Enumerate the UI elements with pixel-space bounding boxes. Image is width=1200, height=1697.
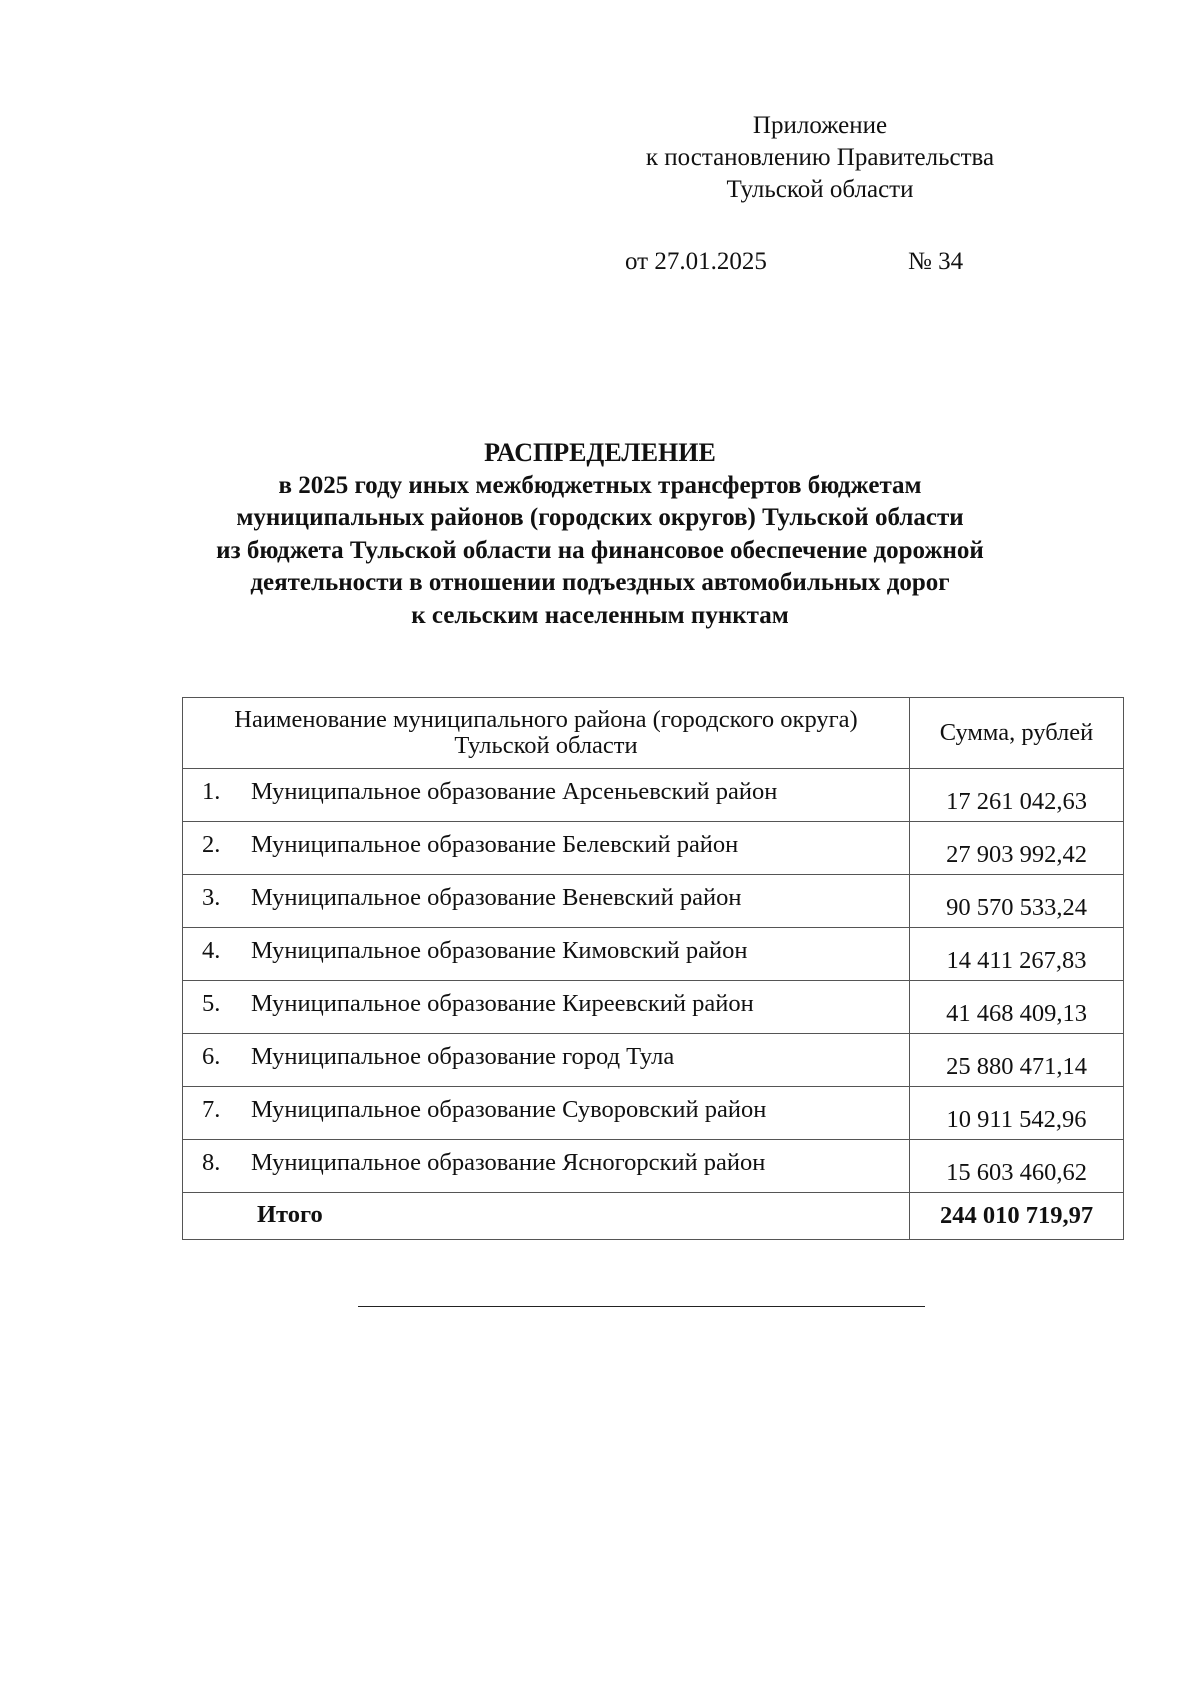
row-number: 8. xyxy=(202,1149,221,1176)
table-row xyxy=(183,1140,1124,1193)
row-amount: 27 903 992,42 xyxy=(910,822,1124,875)
distribution-table xyxy=(182,697,1124,1240)
table-row xyxy=(183,875,1124,928)
footer-divider xyxy=(358,1306,925,1307)
row-amount: 15 603 460,62 xyxy=(910,1140,1124,1193)
total-amount: 244 010 719,97 xyxy=(910,1193,1124,1240)
row-name: Муниципальное образование Арсеньевский район xyxy=(251,778,778,805)
table-row xyxy=(183,1034,1124,1087)
row-amount: 25 880 471,14 xyxy=(910,1034,1124,1087)
row-number: 4. xyxy=(202,937,221,964)
order-date: от 27.01.2025 xyxy=(625,248,767,275)
row-name: Муниципальное образование Белевский район xyxy=(251,831,739,858)
row-name: Муниципальное образование Ясногорский район xyxy=(251,1149,766,1176)
row-name: Муниципальное образование Киреевский район xyxy=(251,990,754,1017)
row-name-cell xyxy=(183,822,910,875)
title-line: муниципальных районов (городских округов) Тульской области xyxy=(236,504,964,531)
table-row xyxy=(183,769,1124,822)
appendix-line: Тульской области xyxy=(726,176,914,203)
row-number: 3. xyxy=(202,884,221,911)
row-name-cell xyxy=(183,769,910,822)
table-row xyxy=(183,822,1124,875)
row-number: 6. xyxy=(202,1043,221,1070)
table-row xyxy=(183,981,1124,1034)
header-name-line1: Наименование муниципального района (городского округа) xyxy=(234,706,858,733)
total-label-cell xyxy=(183,1193,910,1240)
title-line: к сельским населенным пунктам xyxy=(411,601,789,629)
row-amount: 10 911 542,96 xyxy=(910,1087,1124,1140)
row-name-cell xyxy=(183,875,910,928)
row-name: Муниципальное образование Суворовский район xyxy=(251,1096,767,1123)
appendix-block xyxy=(560,110,1080,206)
total-label: Итого xyxy=(257,1201,323,1228)
row-name: Муниципальное образование город Тула xyxy=(251,1043,675,1070)
row-name-cell xyxy=(183,1140,910,1193)
title-line: из бюджета Тульской области на финансовое обеспечение дорожной xyxy=(216,536,984,564)
row-amount: 41 468 409,13 xyxy=(910,981,1124,1034)
table-row xyxy=(183,928,1124,981)
row-name-cell xyxy=(183,1087,910,1140)
row-number: 1. xyxy=(202,778,221,805)
row-number: 5. xyxy=(202,990,221,1017)
row-name: Муниципальное образование Кимовский район xyxy=(251,937,748,964)
header-name xyxy=(183,698,910,769)
document-title xyxy=(150,437,1050,632)
row-name-cell xyxy=(183,1034,910,1087)
table-header-row xyxy=(183,698,1124,769)
row-amount: 14 411 267,83 xyxy=(910,928,1124,981)
total-row xyxy=(183,1193,1124,1240)
title-line: в 2025 году иных межбюджетных трансфертов бюджетам xyxy=(278,471,922,499)
row-name: Муниципальное образование Веневский район xyxy=(251,884,742,911)
header-amount: Сумма, рублей xyxy=(910,698,1124,769)
order-number: № 34 xyxy=(908,248,964,275)
row-number: 7. xyxy=(202,1096,221,1123)
row-amount: 17 261 042,63 xyxy=(910,769,1124,822)
table-row xyxy=(183,1087,1124,1140)
title-line: деятельности в отношении подъездных автомобильных дорог xyxy=(250,569,950,596)
row-name-cell xyxy=(183,928,910,981)
row-name-cell xyxy=(183,981,910,1034)
title-heading: РАСПРЕДЕЛЕНИЕ xyxy=(484,438,716,467)
appendix-title: Приложение xyxy=(752,112,888,139)
row-amount: 90 570 533,24 xyxy=(910,875,1124,928)
header-name-line2: Тульской области xyxy=(454,732,638,759)
row-number: 2. xyxy=(202,831,221,858)
appendix-line: к постановлению Правительства xyxy=(645,144,995,171)
